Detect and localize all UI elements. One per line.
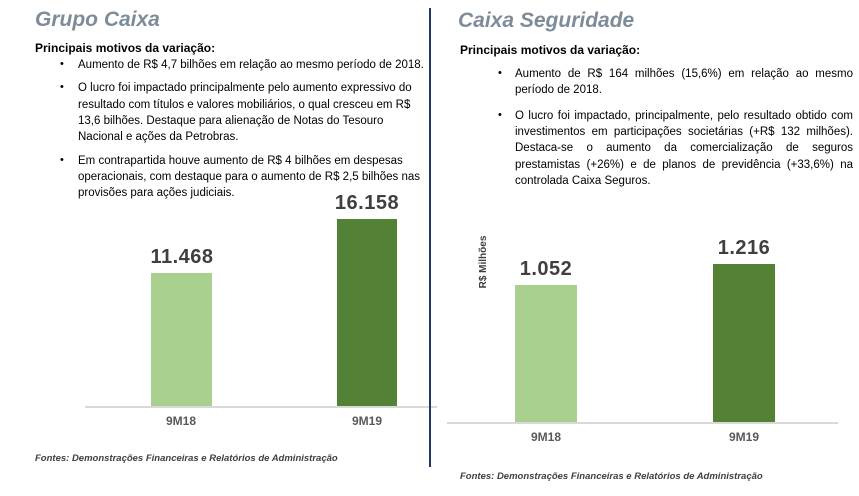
bullet-icon: • [60, 153, 64, 166]
category-label-9m19: 9M19 [728, 430, 760, 444]
grupo-caixa-bar-chart [85, 192, 437, 428]
bullet-text: Em contrapartida houve aumento de R$ 4 bilhões em despesas operacionais, com destaque para o aumento de R$ 2,5 bilhões nas provisões para ações judiciais. [78, 154, 421, 200]
bullet-text: O lucro foi impactado principalmente pelo aumento expressivo do resultado com títulos e valores mobiliários, o qual cresceu em R$ 13,6 bilhões. Destaque para alienação de Notas do Tesouro Nacional e ações da Petrobras. [78, 82, 412, 144]
x-axis-line [447, 422, 838, 424]
list-item [35, 57, 431, 73]
bullet-icon: • [60, 81, 64, 94]
value-label-9m19: 1.216 [717, 237, 771, 259]
list-item [35, 80, 431, 145]
x-axis-line [85, 406, 437, 408]
value-label-9m18: 11.468 [150, 246, 214, 268]
category-label-9m18: 9M18 [165, 414, 197, 428]
bullet-icon: • [498, 67, 502, 79]
caixa-seguridade-panel [430, 0, 859, 496]
sources-note: Fontes: Demonstrações Financeiras e Relatórios de Administração [460, 471, 763, 482]
bar-9m19 [337, 219, 397, 406]
grupo-caixa-panel [0, 0, 429, 496]
bar-9m18 [151, 273, 212, 406]
bullet-list [460, 66, 856, 198]
section-heading: Principais motivos da variação: [460, 43, 641, 57]
caixa-seguridade-bar-chart [447, 237, 838, 444]
bar-9m19 [713, 264, 775, 422]
bar-9m18 [515, 285, 577, 422]
list-item [460, 108, 856, 190]
bullet-icon: • [60, 58, 64, 70]
value-label-9m19: 16.158 [334, 192, 400, 214]
y-axis-label: R$ Milhões [478, 235, 489, 289]
bullet-text: O lucro foi impactado, principalmente, pelo resultado obtido com investimentos em participações societárias (+R$ 132 milhões). Destaca-se o aumento da comercialização de seguros prestamistas (+26%) e de planos de previdência (+33,6%) na controlada Caixa Seguros. [515, 109, 853, 187]
category-label-9m19: 9M19 [351, 414, 383, 428]
value-label-9m18: 1.052 [519, 258, 573, 280]
bullet-text: Aumento de R$ 4,7 bilhões em relação ao mesmo período de 2018. [78, 59, 424, 71]
list-item [460, 66, 856, 99]
category-label-9m18: 9M18 [530, 430, 562, 444]
bullet-icon: • [498, 108, 502, 121]
page-title-caixa-seguridade: Caixa Seguridade [458, 9, 635, 32]
bullet-list [35, 57, 431, 209]
page-title-grupo-caixa: Grupo Caixa [35, 8, 160, 31]
sources-note: Fontes: Demonstrações Financeiras e Relatórios de Administração [35, 453, 338, 464]
bullet-text: Aumento de R$ 164 milhões (15,6%) em relação ao mesmo período de 2018. [515, 68, 853, 97]
section-heading: Principais motivos da variação: [35, 41, 216, 55]
